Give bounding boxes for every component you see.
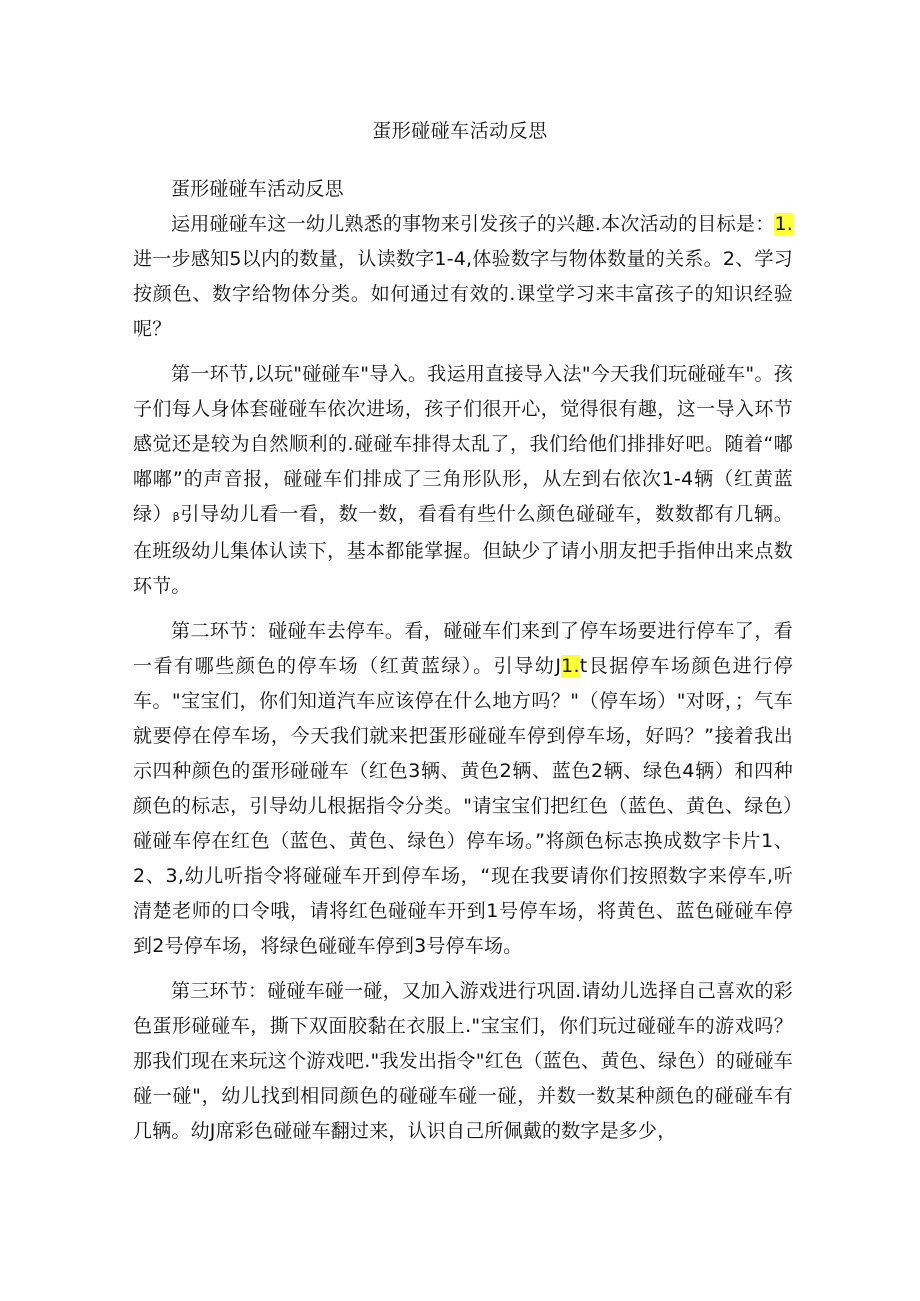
paragraph-goals-text-b: 进一步感知5以内的数量，认读数字1-4,体验数字与物体数量的关系。2、学习按颜色、数字给物体分类。如何通过有效的.课堂学习来丰富孩子的知识经验呢？ xyxy=(133,248,793,340)
small-glyph: β xyxy=(172,510,180,523)
paragraph-section-two-text-a: 第二环节：碰碰车去停车。看，碰碰车们来到了停车场要进行停车了，看一看有哪些颜色的停车场（红黄蓝绿）。引导幼J xyxy=(133,620,793,677)
paragraph-section-one-text-b: 引导幼儿看一看，数一数，看看有些什么颜色碰碰车，数数都有几辆。在班级幼儿集体认读下，基本都能掌握。但缺少了请小朋友把手指伸出来点数环节。 xyxy=(133,503,793,597)
paragraph-goals xyxy=(133,207,793,347)
section-heading: 蛋形碰碰车活动反思 xyxy=(171,178,344,200)
paragraph-section-three: 第三环节：碰碰车碰一碰，又加入游戏进行巩固.请幼儿选择自己喜欢的彩色蛋形碰碰车，撕下双面胶黏在衣服上."宝宝们，你们玩过碰碰车的游戏吗？那我们现在来玩这个游戏吧."我发出指令"红色（蓝色、黄色、绿色）的碰碰车碰一碰"，幼儿找到相同颜色的碰碰车碰一碰，并数一数某种颜色的碰碰车有几辆。幼J席彩色碰碰车翻过来，认识自己所佩戴的数字是多少， xyxy=(133,980,793,1142)
paragraph-section-two-text-b: t艮据停车场颜色进行停车。"宝宝们，你们知道汽车应该停在什么地方吗？"（停车场）"对呀，；气车就要停在停车场，今天我们就来把蛋形碰碰车停到停车场，好吗？”接着我出示四种颜色的蛋形碰碰车（红色3辆、黄色2辆、蓝色2辆、绿色4辆）和四种颜色的标志，引导幼儿根据指令分类。"请宝宝们把红色（蓝色、黄色、绿色）碰碰车停在红色（蓝色、黄色、绿色）停车场。”将颜色标志换成数字卡片1、2、3,幼儿听指令将碰碰车开到停车场，“现在我要请你们按照数字来停车,听清楚老师的口令哦，请将红色碰碰车开到1号停车场，将黄色、蓝色碰碰车停到2号停车场，将绿色碰碰车停到3号停车场。 xyxy=(133,655,793,957)
paragraph-section-one xyxy=(133,357,793,604)
document-body xyxy=(133,172,793,1159)
document-title: 蛋形碰碰车活动反思 xyxy=(372,120,548,142)
paragraph-goals-text-a: 运用碰碰车这一幼儿熟悉的事物来引发孩子的兴趣.本次活动的目标是： xyxy=(171,213,775,235)
paragraph-section-one-text-a: 第一环节,以玩"碰碰车"导入。我运用直接导入法"今天我们玩碰碰车"。孩子们每人身体套碰碰车依次进场，孩子们很开心，觉得很有趣，这一导入环节感觉还是较为自然顺利的.碰碰车排得太乱了，我们给他们排排好吧。随着“嘟嘟嘟”的声音报，碰碰车们排成了三角形队形，从左到右依次1-4辆（红黄蓝绿） xyxy=(133,363,793,525)
paragraph-section-two xyxy=(133,614,793,964)
highlighted-marker-2: 1. xyxy=(561,655,580,677)
highlighted-marker: 1. xyxy=(774,213,793,235)
